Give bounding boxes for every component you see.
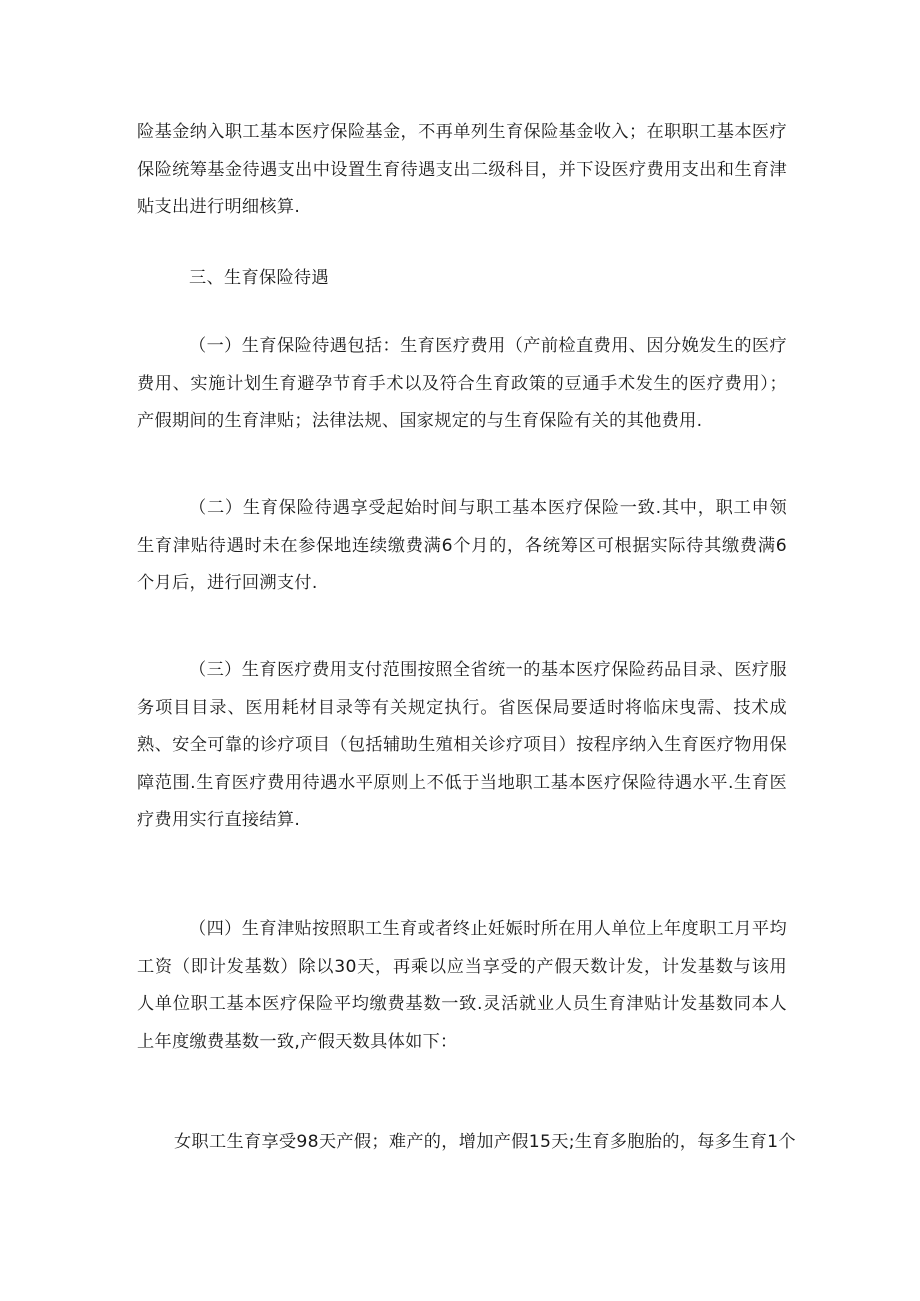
paragraph-continuation: 险基金纳入职工基本医疗保险基金，不再单列生育保险基金收入；在职职工基本医疗保险统筹基金待遇支出中设置生育待遇支出二级科目，并下设医疗费用支出和生育津贴支出进行明细核算. xyxy=(137,122,787,217)
paragraph-item-1: （一）生育保险待遇包括：生育医疗费用（产前检直费用、因分娩发生的医疗费用、实施计划生育避孕节育手术以及符合生育政策的豆通手术发生的医疗费用）；产假期间的生育津贴；法律法规、国家规定的与生育保险有关的其他费用. xyxy=(137,336,787,431)
paragraph-item-4: （四）生育津贴按照职工生育或者终止妊娠时所在用人单位上年度职工月平均工资（即计发基数）除以30天，再乘以应当享受的产假天数计发，计发基数与该用人单位职工基本医疗保险平均缴费基数一致.灵活就业人员生育津贴计发基数同本人上年度缴费基数一致,产假天数具体如下： xyxy=(137,919,787,1052)
paragraph-item-2: （二）生育保险待遇享受起始时间与职工基本医疗保险一致.其中，职工申领生育津贴待遇时未在参保地连续缴费满6个月的，各统筹区可根据实际待其缴费满6个月后，进行回溯支付. xyxy=(137,498,787,593)
paragraph-maternity-leave-days: 女职工生育享受98天产假；难产的，增加产假15天;生育多胞胎的，每多生育1个 xyxy=(174,1132,796,1152)
paragraph-item-3: （三）生育医疗费用支付范围按照全省统一的基本医疗保险药品目录、医疗服务项目目录、医用耗材目录等有关规定执行。省医保局要适时将临床曳需、技术成熟、安全可靠的诊疗项目（包括辅助生殖相关诊疗项目）按程序纳入生育医疗物用保障范围.生育医疗费用待遇水平原则上不低于当地职工基本医疗保险待遇水平.生育医疗费用实行直接结算. xyxy=(137,660,787,830)
section-heading-maternity-benefits: 三、生育保险待遇 xyxy=(189,268,329,288)
